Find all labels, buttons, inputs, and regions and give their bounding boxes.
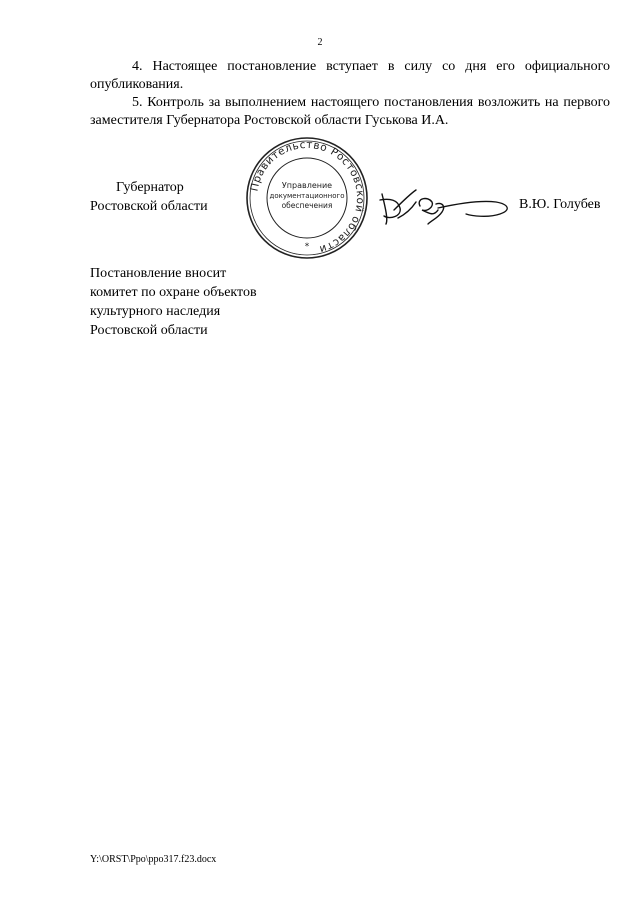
official-seal-stamp	[245, 136, 369, 260]
seal-inner-line3: обеспечения	[281, 201, 333, 210]
paragraph-4	[90, 58, 610, 94]
paragraph-5-number: 5.	[132, 95, 143, 110]
seal-outer-text: Правительство Ростовской области	[248, 138, 367, 256]
seal-inner-line1: Управление	[281, 181, 333, 190]
paragraph-5-text: Контроль за выполнением настоящего постановления возложить на первого заместителя Губернатора Ростовской области Гуськова И.А.	[90, 95, 610, 128]
signer-position-line1: Губернатор	[116, 180, 184, 195]
submitted-by-line2: комитет по охране объектов	[90, 285, 257, 300]
submitted-by-line1: Постановление вносит	[90, 266, 227, 281]
seal-star: *	[304, 242, 310, 252]
paragraph-4-text: Настоящее постановление вступает в силу со дня его официального опубликования.	[90, 59, 611, 92]
submitted-by-line3: культурного наследия	[90, 304, 221, 319]
submitted-by-block	[90, 264, 257, 340]
seal-inner-line2: документационного	[269, 192, 345, 200]
signer-position-line2: Ростовской области	[90, 199, 208, 214]
handwritten-signature	[376, 180, 516, 230]
submitted-by-line4: Ростовской области	[90, 323, 208, 338]
paragraph-5	[90, 94, 610, 130]
paragraph-4-number: 4.	[132, 59, 143, 74]
signer-name: В.Ю. Голубев	[519, 197, 601, 212]
footer-file-path: Y:\ORST\Ppo\ppo317.f23.docx	[90, 854, 217, 865]
signer-position	[90, 178, 208, 216]
page-number: 2	[317, 37, 323, 48]
